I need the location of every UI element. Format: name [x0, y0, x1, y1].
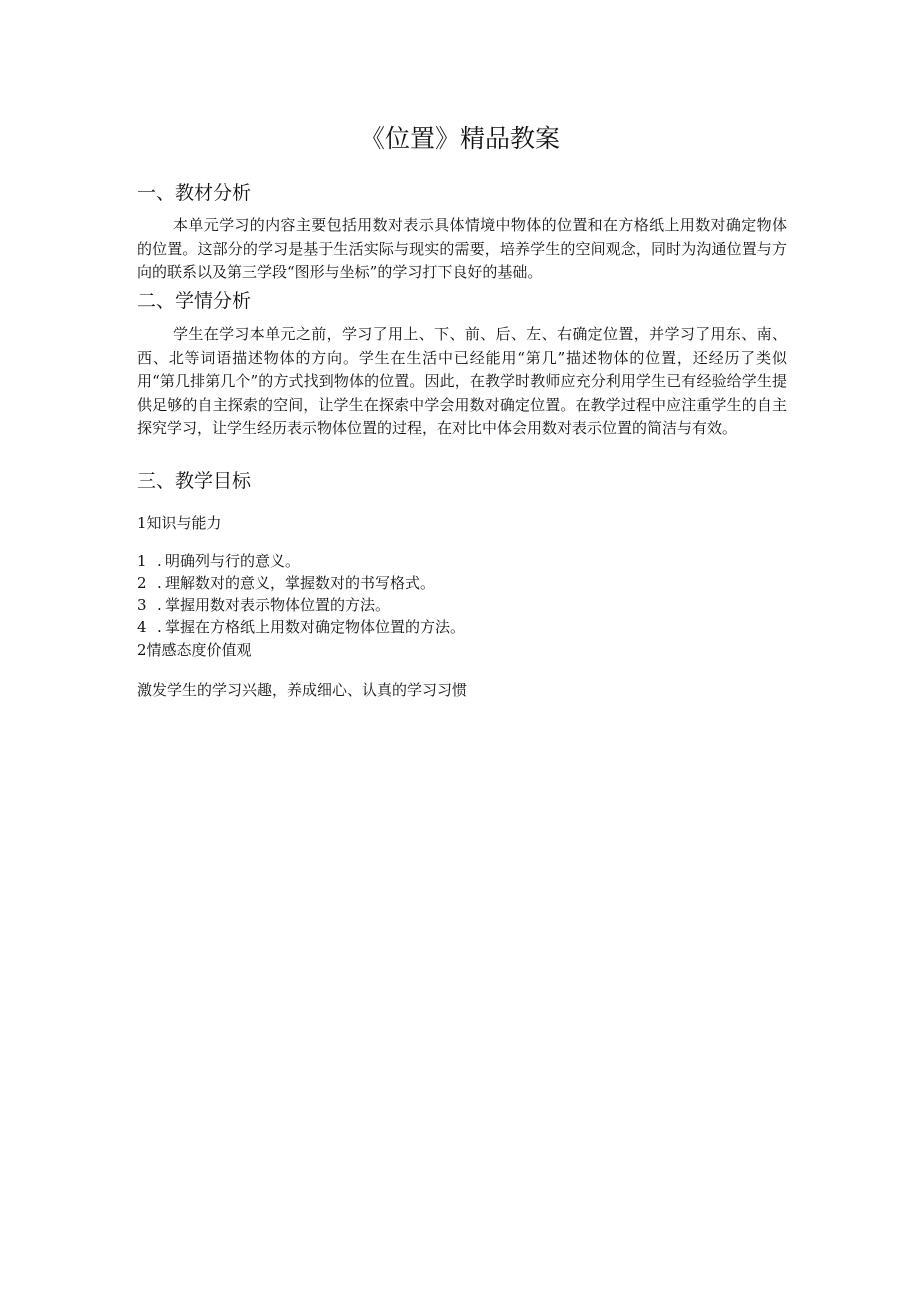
- section-heading-teaching-objectives: 三、教学目标: [137, 470, 252, 492]
- list-item-text: 掌握在方格纸上用数对确定物体位置的方法。: [165, 618, 466, 636]
- list-item: 1 . 明确列与行的意义。: [137, 552, 301, 570]
- list-item: 2 . 理解数对的意义，掌握数对的书写格式。: [137, 574, 436, 592]
- subsection-label-emotion-attitude-values: 2情感态度价值观: [137, 641, 252, 659]
- subsection-label-knowledge-ability: 1知识与能力: [137, 514, 222, 532]
- list-item: 4 . 掌握在方格纸上用数对确定物体位置的方法。: [137, 618, 466, 636]
- list-item-text: 掌握用数对表示物体位置的方法。: [165, 596, 391, 614]
- list-item-number: 3: [137, 596, 147, 614]
- list-item: 3 . 掌握用数对表示物体位置的方法。: [137, 596, 391, 614]
- subsection-text-emotion-attitude-values: 激发学生的学习兴趣，养成细心、认真的学习习惯: [137, 681, 468, 699]
- list-item-text: 明确列与行的意义。: [165, 552, 301, 570]
- document-title: 《位置》精品教案: [359, 124, 560, 153]
- section-heading-textbook-analysis: 一、教材分析: [137, 182, 252, 204]
- section-heading-student-analysis: 二、学情分析: [137, 290, 252, 312]
- section-paragraph-textbook-analysis: 本单元学习的内容主要包括用数对表示具体情境中物体的位置和在方格纸上用数对确定物体的位置。这部分的学习是基于生活实际与现实的需要，培养学生的空间观念，同时为沟通位置与方向的联系以及第三学段“图形与坐标”的学习打下良好的基础。: [137, 216, 787, 281]
- section-paragraph-student-analysis: 学生在学习本单元之前，学习了用上、下、前、后、左、右确定位置，并学习了用东、南、西、北等词语描述物体的方向。学生在生活中已经能用“第几”描述物体的位置，还经历了类似用“第几排第几个”的方式找到物体的位置。因此，在教学时教师应充分利用学生已有经验给学生提供足够的自主探索的空间，让学生在探索中学会用数对确定位置。在教学过程中应注重学生的自主探究学习，让学生经历表示物体位置的过程，在对比中体会用数对表示位置的简洁与有效。: [137, 325, 787, 437]
- list-item-number: 2: [137, 574, 147, 592]
- list-item-text: 理解数对的意义，掌握数对的书写格式。: [165, 574, 436, 592]
- list-item-number: 1: [137, 552, 147, 570]
- list-item-number: 4: [137, 618, 147, 636]
